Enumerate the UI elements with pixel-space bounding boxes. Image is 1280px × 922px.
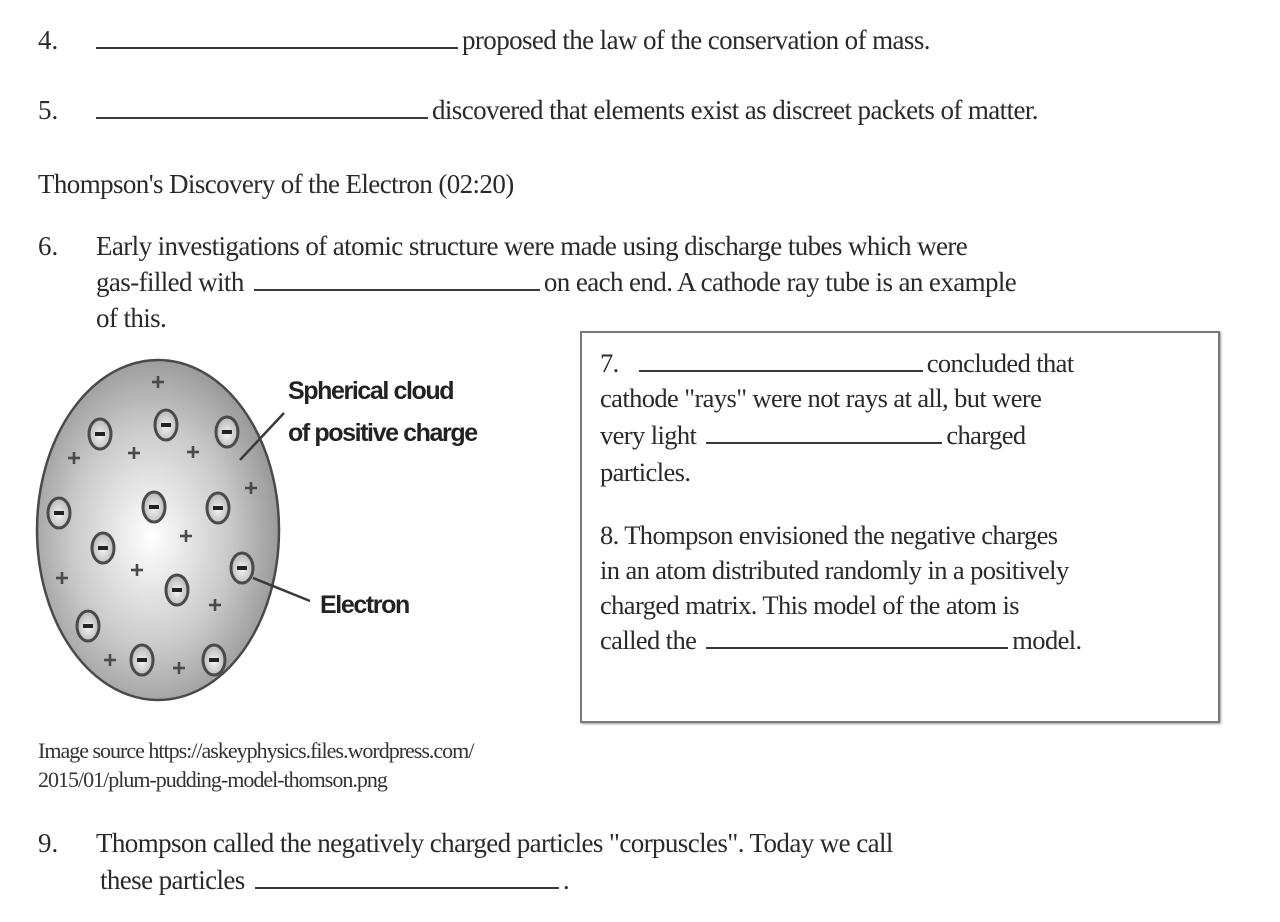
answer-blank-q9[interactable] — [255, 863, 559, 889]
label-electron: Electron — [320, 591, 409, 619]
question-7-line-3 — [600, 417, 1026, 453]
question-8-text-after: model. — [1012, 625, 1082, 655]
question-4-text: proposed the law of the conservation of mass. — [462, 25, 930, 55]
section-heading: Thompson's Discovery of the Electron (02:20) — [38, 169, 514, 199]
question-9-text-before: these particles — [100, 865, 245, 895]
question-7-text-after: concluded that — [926, 348, 1074, 378]
question-8-line-2: in an atom distributed randomly in a positively — [600, 555, 1069, 585]
answer-blank-q7-charge[interactable] — [706, 418, 942, 444]
question-4-number: 4. — [38, 25, 59, 55]
question-7-text-before: very light — [600, 420, 697, 450]
question-7-line-1 — [600, 345, 1074, 381]
question-6-text-after: on each end. A cathode ray tube is an example — [543, 267, 1017, 297]
answer-blank-q5[interactable] — [96, 93, 428, 119]
question-5 — [96, 92, 1038, 128]
label-spherical-cloud-line-1: Spherical cloud — [288, 377, 454, 405]
question-5-number: 5. — [38, 95, 59, 125]
answer-blank-q7-name[interactable] — [639, 346, 923, 372]
question-5-text: discovered that elements exist as discreet packets of matter. — [432, 95, 1038, 125]
question-6-line-1: Early investigations of atomic structure were made using discharge tubes which were — [96, 231, 968, 261]
question-7-text-charged: charged — [946, 420, 1026, 450]
question-9-number: 9. — [38, 828, 59, 858]
question-7-line-2: cathode "rays" were not rays at all, but were — [600, 383, 1042, 413]
question-4 — [96, 22, 930, 58]
question-9-line-2 — [100, 862, 569, 898]
label-spherical-cloud-line-2: of positive charge — [288, 419, 477, 447]
answer-blank-q6[interactable] — [254, 265, 540, 291]
questions-7-8-box — [580, 331, 1220, 723]
question-8-text-before: called the — [600, 625, 697, 655]
question-8-line-3: charged matrix. This model of the atom is — [600, 590, 1019, 620]
question-7-number: 7. — [600, 348, 619, 378]
answer-blank-q4[interactable] — [96, 23, 458, 49]
question-8-line-1: 8. Thompson envisioned the negative charges — [600, 520, 1058, 550]
question-6-line-2 — [96, 264, 1016, 300]
answer-blank-q8[interactable] — [706, 623, 1008, 649]
question-8-line-4 — [600, 622, 1082, 658]
question-7-line-4: particles. — [600, 457, 691, 487]
plum-pudding-diagram — [30, 350, 510, 710]
image-source-line-1: Image source https://askeyphysics.files.wordpress.com/ — [38, 738, 474, 763]
question-9-text-after: . — [562, 865, 569, 895]
image-source-line-2: 2015/01/plum-pudding-model-thomson.png — [38, 767, 387, 792]
question-6-text-before: gas-filled with — [96, 267, 244, 297]
question-6-line-3: of this. — [96, 303, 167, 333]
question-9-line-1: Thompson called the negatively charged particles "corpuscles". Today we call — [96, 828, 893, 858]
question-6-number: 6. — [38, 231, 59, 261]
